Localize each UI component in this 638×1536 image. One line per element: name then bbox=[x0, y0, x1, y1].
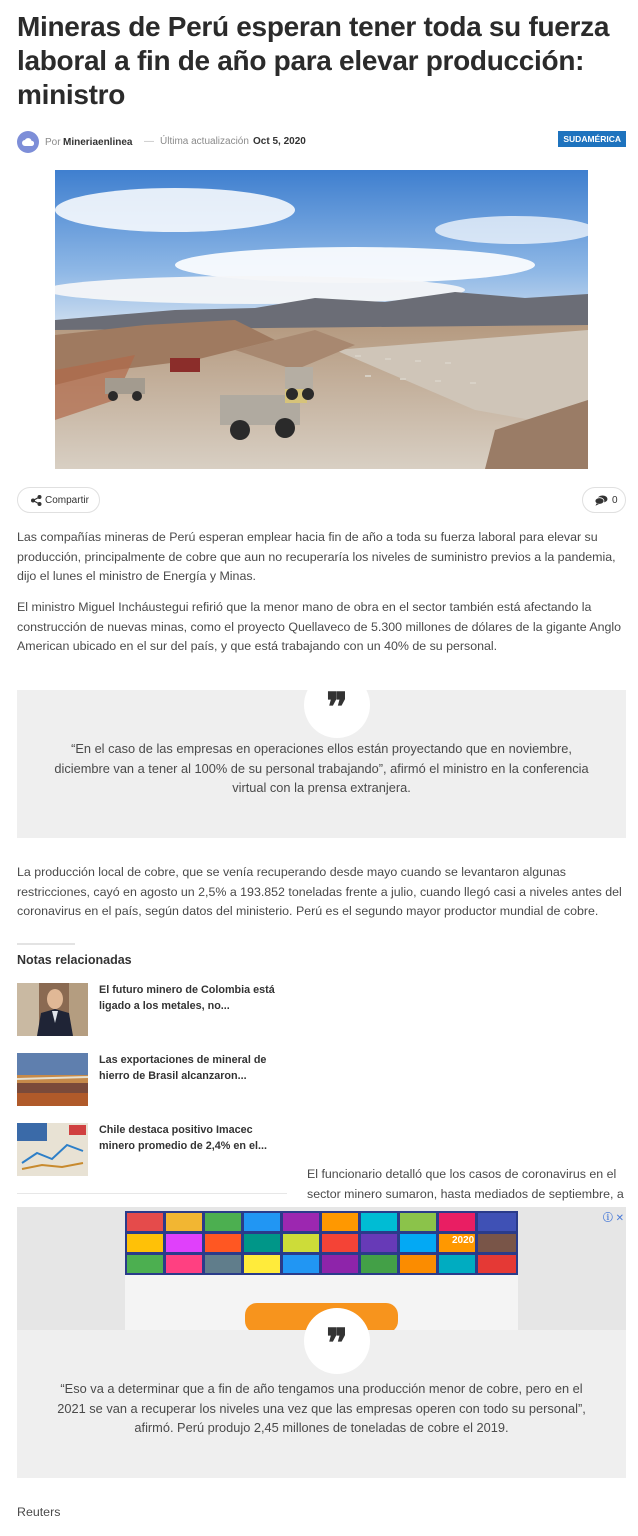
ad-tile-year: 2020 bbox=[452, 1235, 475, 1246]
related-bottom-divider bbox=[17, 1193, 287, 1194]
related-title[interactable]: Las exportaciones de mineral de hierro de Brasil alcanzaron... bbox=[99, 1054, 267, 1082]
article-meta bbox=[17, 131, 626, 153]
author-link[interactable]: Mineriaenlinea bbox=[63, 137, 133, 148]
share-label: Compartir bbox=[45, 495, 89, 506]
blockquote-2-text: “Eso va a determinar que a fin de año tengamos una producción menor de cobre, pero en el 2021 se van a recuperar los niveles una vez que las empresas operen con todo su personal”, afirmó. Perú produjo 2,45 millones de toneladas de cobre el 2019. bbox=[57, 1381, 586, 1435]
ad-choices-close-icon[interactable]: ⓘ ✕ bbox=[602, 1213, 624, 1224]
related-item[interactable] bbox=[17, 1123, 287, 1177]
related-heading: Notas relacionadas bbox=[17, 953, 132, 967]
related-divider bbox=[17, 943, 75, 945]
related-item[interactable] bbox=[17, 983, 287, 1037]
quote-icon: ❞ bbox=[304, 672, 370, 738]
related-title[interactable]: El futuro minero de Colombia está ligado a los metales, no... bbox=[99, 984, 275, 1012]
updated-date: Oct 5, 2020 bbox=[253, 136, 306, 147]
related-thumbnail[interactable] bbox=[17, 1053, 88, 1106]
blockquote-1 bbox=[17, 684, 626, 838]
paragraph-1: Las compañías mineras de Perú esperan emplear hacia fin de año a toda su fuerza laboral para elevar su producción, principalmente de cobre que aun no recuperaría los niveles de suministro previos a la pandemia, dijo el lunes el ministro de Energía y Minas. bbox=[17, 530, 616, 583]
meta-separator: — bbox=[144, 136, 154, 147]
paragraph-4: El funcionario detalló que los casos de coronavirus en el sector minero sumaron, hasta mediados de septiembre, a bbox=[307, 1167, 624, 1201]
paragraph-3: La producción local de cobre, que se venía recuperando desde mayo cuando se levantaron algunas restricciones, cayó en agosto un 2,5% a 193.852 toneladas frente a julio, cuando llegó casi a niveles antes del coronavirus en el país, según datos del ministerio. Perú es el segundo mayor productor mundial de cobre. bbox=[17, 865, 622, 918]
hero-image bbox=[55, 170, 588, 469]
paragraph-2: El ministro Miguel Incháustegui refirió que la menor mano de obra en el sector también está afectando la construcción de nuevas minas, como el proyecto Quellaveco de 5.300 millones de dólares de la gigante Anglo American ubicado en el sur del país, y que está trabajando con un 40% de su personal. bbox=[17, 600, 622, 653]
article-source: Reuters bbox=[17, 1505, 61, 1519]
share-icon bbox=[31, 495, 42, 506]
related-title[interactable]: Chile destaca positivo Imacec minero promedio de 2,4% en el... bbox=[99, 1124, 267, 1152]
comments-button[interactable] bbox=[582, 487, 626, 513]
article-title: Mineras de Perú esperan tener toda su fuerza laboral a fin de año para elevar producción: ministro bbox=[17, 11, 610, 110]
blockquote-2 bbox=[17, 1320, 626, 1478]
author-avatar[interactable] bbox=[17, 131, 39, 153]
quote-icon: ❞ bbox=[304, 1308, 370, 1374]
comments-count: 0 bbox=[612, 495, 618, 506]
share-button[interactable] bbox=[17, 487, 100, 513]
category-badge[interactable]: SUDAMÉRICA bbox=[558, 131, 626, 147]
by-label: Por bbox=[45, 137, 61, 148]
cloud-icon bbox=[22, 138, 34, 146]
comment-icon bbox=[595, 495, 608, 506]
blockquote-1-text: “En el caso de las empresas en operaciones ellos están proyectando que en noviembre, diciembre van a tener al 100% de su personal trabajando”, afirmó el ministro en la conferencia virtual con la prensa extranjera. bbox=[54, 741, 589, 795]
related-thumbnail[interactable] bbox=[17, 1123, 88, 1176]
related-thumbnail[interactable] bbox=[17, 983, 88, 1036]
related-item[interactable] bbox=[17, 1053, 287, 1107]
updated-label: Última actualización bbox=[160, 136, 249, 147]
